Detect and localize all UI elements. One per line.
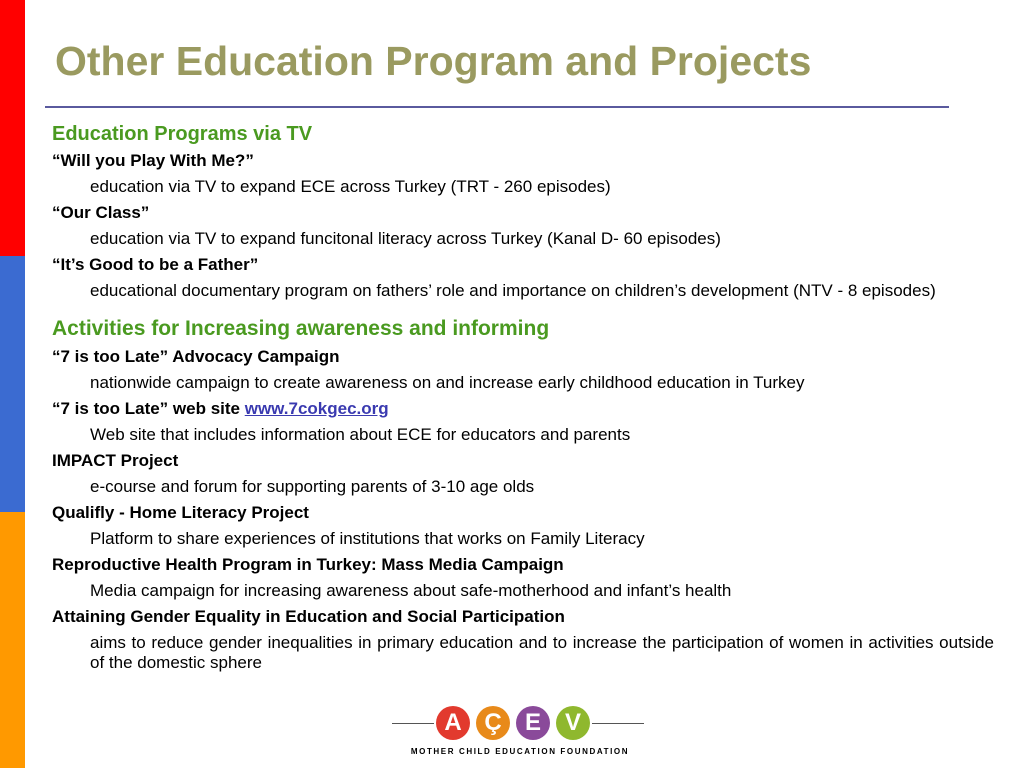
logo-letter-e: E [516, 706, 550, 740]
page-title: Other Education Program and Projects [55, 38, 812, 84]
acev-logo [392, 705, 648, 765]
item-title: “7 is too Late” Advocacy Campaign [52, 347, 340, 366]
logo-line-left [392, 723, 434, 724]
side-bar-orange [0, 512, 25, 768]
item-title: “It’s Good to be a Father” [52, 255, 259, 274]
item-title: “Our Class” [52, 203, 150, 222]
logo-letter-v: V [556, 706, 590, 740]
item-description: education via TV to expand funcitonal literacy across Turkey (Kanal D- 60 episodes) [90, 229, 721, 248]
item-description: nationwide campaign to create awareness on and increase early childhood education in Turkey [90, 373, 805, 392]
item-description: aims to reduce gender inequalities in primary education and to increase the participation of women in activities outside of the domestic sphere [90, 633, 994, 672]
item-title: Qualifly - Home Literacy Project [52, 503, 309, 522]
slide-content [52, 120, 994, 676]
section-heading-tv: Education Programs via TV [52, 123, 313, 145]
item-title: “7 is too Late” web site [52, 399, 240, 418]
item-description: Media campaign for increasing awareness about safe-motherhood and infant’s health [90, 581, 732, 600]
item-title: Reproductive Health Program in Turkey: Mass Media Campaign [52, 555, 564, 574]
item-title: IMPACT Project [52, 451, 179, 470]
logo-letter-a: A [436, 706, 470, 740]
item-title: Attaining Gender Equality in Education and Social Participation [52, 607, 565, 626]
item-description: education via TV to expand ECE across Turkey (TRT - 260 episodes) [90, 177, 611, 196]
side-bar-red [0, 0, 25, 256]
side-bar-blue [0, 256, 25, 512]
item-title: “Will you Play With Me?” [52, 151, 254, 170]
logo-caption: MOTHER CHILD EDUCATION FOUNDATION [410, 747, 630, 756]
item-description: e-course and forum for supporting parents of 3-10 age olds [90, 477, 535, 496]
item-description: educational documentary program on fathers’ role and importance on children’s development (NTV - 8 episodes) [90, 281, 936, 300]
title-divider [45, 106, 949, 108]
item-title-with-link [52, 396, 994, 422]
website-link[interactable]: www.7cokgec.org [244, 399, 389, 418]
logo-line-right [592, 723, 644, 724]
logo-letter-c: Ç [476, 706, 510, 740]
item-description: Web site that includes information about ECE for educators and parents [90, 425, 631, 444]
section-heading-awareness: Activities for Increasing awareness and informing [52, 317, 550, 340]
item-description: Platform to share experiences of institutions that works on Family Literacy [90, 529, 645, 548]
